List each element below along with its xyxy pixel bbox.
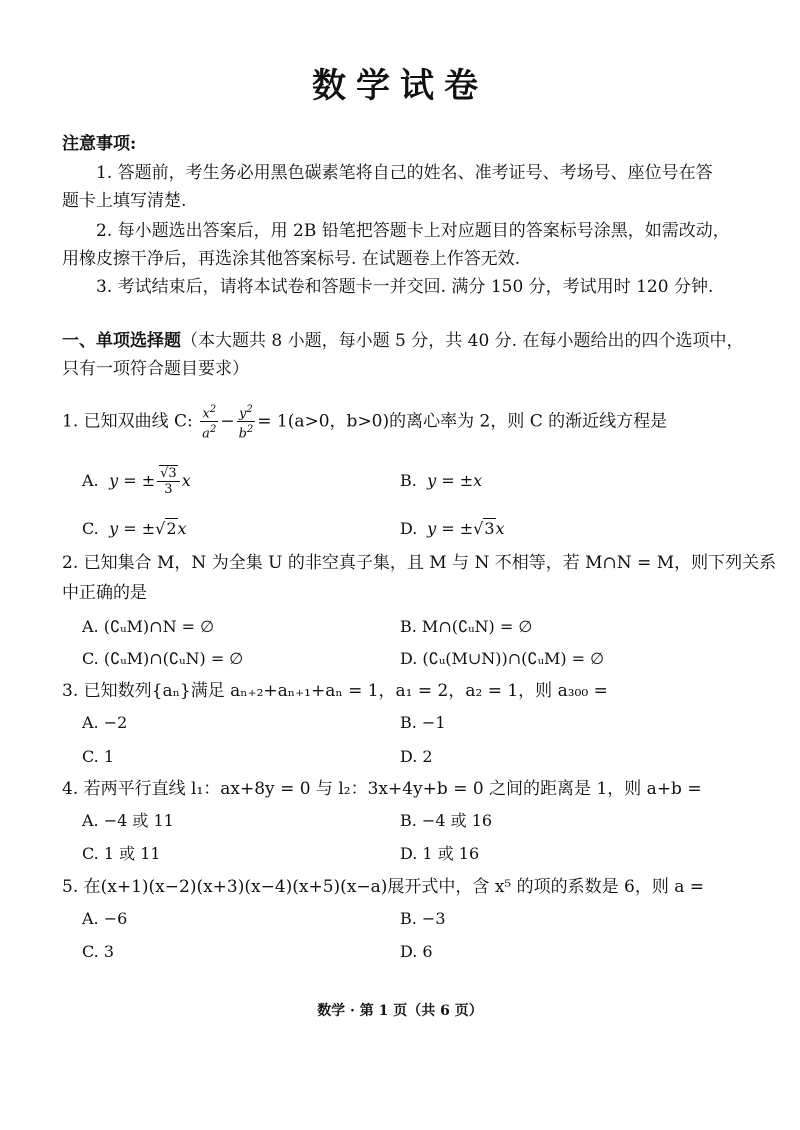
question-2-stem-line-2: 中正确的是: [62, 583, 147, 603]
notice-item-2-line-1: 2. 每小题选出答案后，用 2B 铅笔把答题卡上对应题目的答案标号涂黑，如需改动，: [96, 221, 730, 241]
q3-option-b: B. −1: [400, 713, 446, 732]
question-4-stem: 4. 若两平行直线 l₁：ax+8y = 0 与 l₂：3x+4y+b = 0 之间的距离是 1，则 a+b =: [62, 779, 702, 799]
section-1-intro: [62, 330, 744, 352]
q1-option-a: A. y = ± $\frac{√3}{3}$ x: [82, 466, 191, 497]
section-1-heading: 一、单项选择题: [62, 331, 181, 351]
q1-suffix: = 1(a>0，b>0)的离心率为 2，则 C 的渐近线方程是: [257, 411, 668, 432]
page-title: 数学试卷: [312, 66, 488, 106]
q3-option-c: C. 1: [82, 747, 115, 766]
q1-fraction-y: $\frac{y^2}{b^2}$: [238, 404, 254, 442]
section-1-desc-line-1: （本大题共 8 小题，每小题 5 分，共 40 分. 在每小题给出的四个选项中，: [181, 331, 744, 351]
q5-option-d: D. 6: [400, 942, 433, 961]
question-1-stem: 1. 已知双曲线 C: $\frac{x^2}{a^2}$ − $\frac{y^2}{b^2}$ = 1(a>0，b>0)的离心率为 2，则 C 的渐近线方程是: [62, 404, 668, 442]
q1-fraction-x: $\frac{x^2}{a^2}$: [202, 404, 217, 442]
q1-option-a-fraction: $\frac{√3}{3}$: [157, 466, 180, 497]
section-1-desc-line-2: 只有一项符合题目要求）: [62, 359, 249, 379]
question-5-stem: 5. 在(x+1)(x−2)(x+3)(x−4)(x+5)(x−a)展开式中，含 x⁵ 的项的系数是 6，则 a =: [62, 877, 705, 897]
q2-option-b: B. M∩(∁ᵤN) = ∅: [400, 617, 533, 636]
question-3-stem: 3. 已知数列{aₙ}满足 aₙ₊₂+aₙ₊₁+aₙ = 1，a₁ = 2，a₂ = 1，则 a₃₀₀ =: [62, 681, 608, 701]
q1-option-c: C. y = ±√2x: [82, 519, 187, 538]
notice-heading: 注意事项:: [62, 134, 137, 154]
q2-option-c: C. (∁ᵤM)∩(∁ᵤN) = ∅: [82, 649, 244, 668]
q5-option-a: A. −6: [82, 909, 128, 928]
q2-option-a: A. (∁ᵤM)∩N = ∅: [82, 617, 215, 636]
q1-prefix: 1. 已知双曲线 C:: [62, 411, 193, 432]
notice-item-3: 3. 考试结束后，请将本试卷和答题卡一并交回. 满分 150 分，考试用时 120 分钟.: [96, 277, 714, 297]
q4-option-d: D. 1 或 16: [400, 844, 480, 863]
q2-option-d: D. (∁ᵤ(M∪N))∩(∁ᵤM) = ∅: [400, 649, 605, 668]
q1-option-d: D. y = ±√3x: [400, 519, 505, 538]
q3-option-a: A. −2: [82, 713, 128, 732]
q5-option-b: B. −3: [400, 909, 446, 928]
question-2-stem-line-1: 2. 已知集合 M，N 为全集 U 的非空真子集，且 M 与 N 不相等，若 M∩N = M，则下列关系: [62, 553, 777, 573]
q4-option-c: C. 1 或 11: [82, 844, 161, 863]
notice-item-2-line-2: 用橡皮擦干净后，再选涂其他答案标号. 在试题卷上作答无效.: [62, 249, 521, 269]
q4-option-b: B. −4 或 16: [400, 811, 493, 830]
page-footer: 数学 · 第 1 页（共 6 页）: [317, 1003, 483, 1019]
notice-item-1-line-2: 题卡上填写清楚.: [62, 191, 187, 211]
q3-option-d: D. 2: [400, 747, 433, 766]
q1-option-b: B. y = ±x: [400, 471, 483, 490]
q5-option-c: C. 3: [82, 942, 115, 961]
notice-item-1-line-1: 1. 答题前，考生务必用黑色碳素笔将自己的姓名、准考证号、考场号、座位号在答: [96, 163, 713, 183]
q4-option-a: A. −4 或 11: [82, 811, 174, 830]
